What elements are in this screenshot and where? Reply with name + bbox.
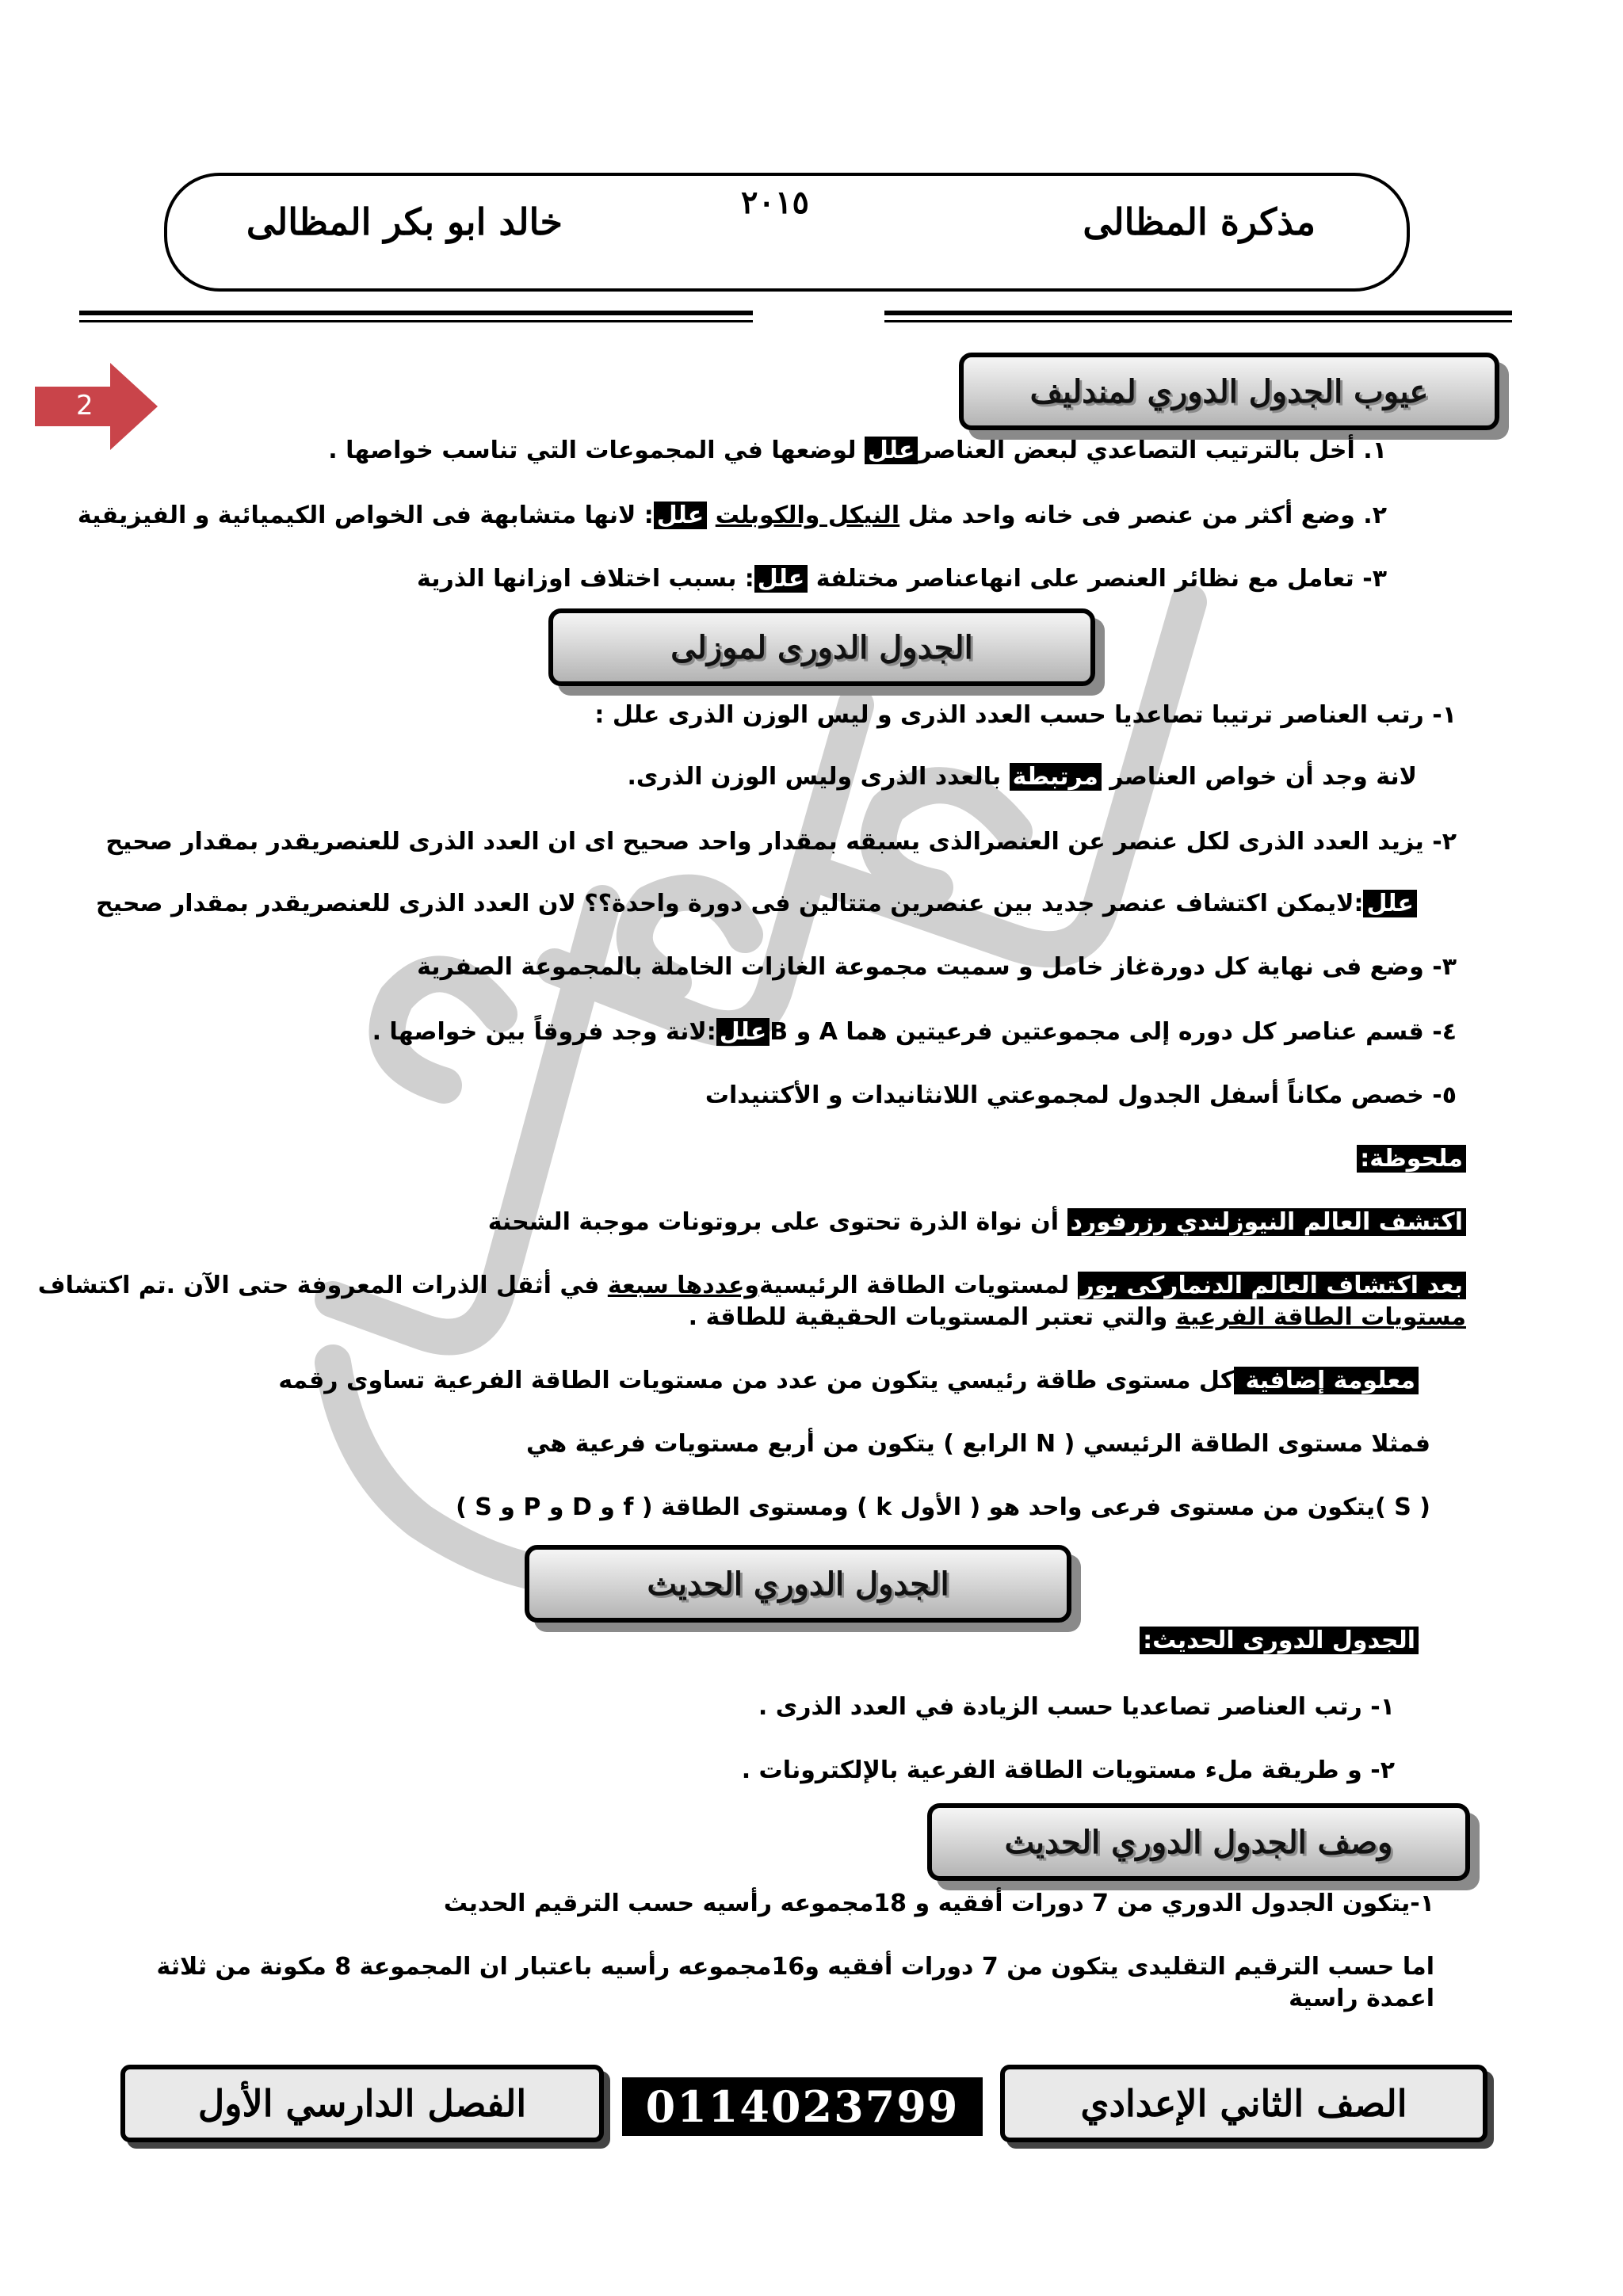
footer-grade: الصف الثاني الإعدادي	[1000, 2065, 1487, 2142]
moseley-point-5: ٥- خصص مكاناً أسفل الجدول لمجموعتي اللانثانيدات و الأكتنيدات	[705, 1081, 1457, 1109]
note-example-2: ( S و P و D و f ) ومستوى الطاقة ( k الأول ) يتكون من مستوى فرعى واحد هو( S )	[456, 1493, 1430, 1521]
description-line-3: اعمدة راسية	[1289, 1985, 1434, 2012]
section-title-description: وصف الجدول الدوري الحديث	[927, 1803, 1470, 1881]
header-title: مذكرة المظالى	[1083, 200, 1316, 243]
header-rule-left	[79, 311, 753, 322]
moseley-reason-1: لانة وجد أن خواص العناصر مرتبطة بالعدد الذرى وليس الوزن الذرى.	[627, 763, 1417, 791]
moseley-point-4: ٤- قسم عناصر كل دوره إلى مجموعتين فرعيتين هما A و Bعلل:لانة وجد فروقاً بين خواصها .	[372, 1018, 1457, 1046]
moseley-point-3: ٣- وضع فى نهاية كل دورةغاز خامل و سميت مجموعة الغازات الخاملة بالمجموعة الصفرية	[417, 953, 1457, 981]
note-extra-info: معلومة إضافية كل مستوى طاقة رئيسي يتكون من عدد من مستويات الطاقة الفرعية تساوى رقمه	[238, 1366, 1419, 1396]
note-example-1: فمثلا مستوى الطاقة الرئيسي ( N الرابع ) يتكون من أربع مستويات فرعية هي	[526, 1430, 1430, 1458]
modern-point-1: ١- رتب العناصر تصاعديا حسب الزيادة في العدد الذرى .	[758, 1693, 1395, 1721]
description-line-1: ١-يتكون الجدول الدوري من 7 دورات أفقيه و 18مجموعه رأسيه حسب الترقيم الحديث	[443, 1890, 1434, 1917]
mendeleev-flaw-3: ٣- تعامل مع نظائر العنصر على انهاعناصر مختلفة علل: بسبب اختلاف اوزانها الذرية	[417, 565, 1387, 593]
mendeleev-flaw-2: ٢. وضع أكثر من عنصر فى خانه واحد مثل النيكل والكوبلت علل: لانها متشابهة فى الخواص الكيميائية و الفيزيقية	[77, 502, 1387, 529]
page-number: 2	[76, 390, 94, 421]
modern-point-2: ٢- و طريقة ملء مستويات الطاقة الفرعية بالإلكترونات .	[741, 1756, 1395, 1784]
header-rule-right	[884, 311, 1512, 322]
modern-label: الجدول الدورى الحديث:	[1030, 1626, 1419, 1656]
section-title-moseley: الجدول الدورى لموزلى	[548, 608, 1095, 686]
note-bohr-line-2: مستويات الطاقة الفرعية والتي تعتبر المستويات الحقيقية للطاقة .	[688, 1303, 1466, 1331]
arrow-right-icon	[35, 363, 158, 450]
mendeleev-flaw-1: ١. أخل بالترتيب التصاعدي لبعض العناصرعلل لوضعها في المجموعات التي تناسب خواصها .	[328, 437, 1387, 464]
note-label: ملحوظة:	[1189, 1144, 1466, 1174]
footer-phone: 0114023799	[622, 2077, 983, 2136]
description-line-2: اما حسب الترقيم التقليدى يتكون من 7 دورات أفقيه و16مجموعه رأسيه باعتبار ان المجموعة 8 مكونة من ثلاثة	[156, 1953, 1434, 1981]
note-bohr-line-1: بعد اكتشاف العالم الدنماركى بور لمستويات الطاقة الرئيسيةوعددها سبعة في أثقل الذرات المعروفة حتى الآن .تم اكتشاف	[119, 1271, 1466, 1301]
moseley-point-1: ١- رتب العناصر ترتيبا تصاعديا حسب العدد الذرى و ليس الوزن الذرى علل :	[594, 701, 1457, 729]
section-title-mendeleev: عيوب الجدول الدوري لمندليف	[959, 353, 1499, 430]
section-title-modern: الجدول الدوري الحديث	[525, 1545, 1071, 1623]
moseley-point-2: ٢- يزيد العدد الذرى لكل عنصر عن العنصرالذى يسبقه بمقدار واحد صحيح اى ان العدد الذرى للعنصريقدر بمقدار صحيح	[105, 828, 1457, 856]
page-number-arrow	[35, 363, 158, 450]
footer-term: الفصل الدارسي الأول	[120, 2065, 604, 2142]
header-year: ٢٠١٥	[741, 184, 809, 221]
moseley-reason-2: علل:لايمكن اكتشاف عنصر جديد بين عنصرين متتالين فى دورة واحدة؟؟ لان العدد الذرى للعنصريقدر بمقدار صحيح	[158, 889, 1417, 919]
header-author: خالد ابو بكر المظالى	[246, 200, 563, 243]
note-rutherford: اكتشف العالم النيوزلندي رزرفورد أن نواة الذرة تحتوى على بروتونات موجبة الشحنة	[238, 1207, 1466, 1238]
